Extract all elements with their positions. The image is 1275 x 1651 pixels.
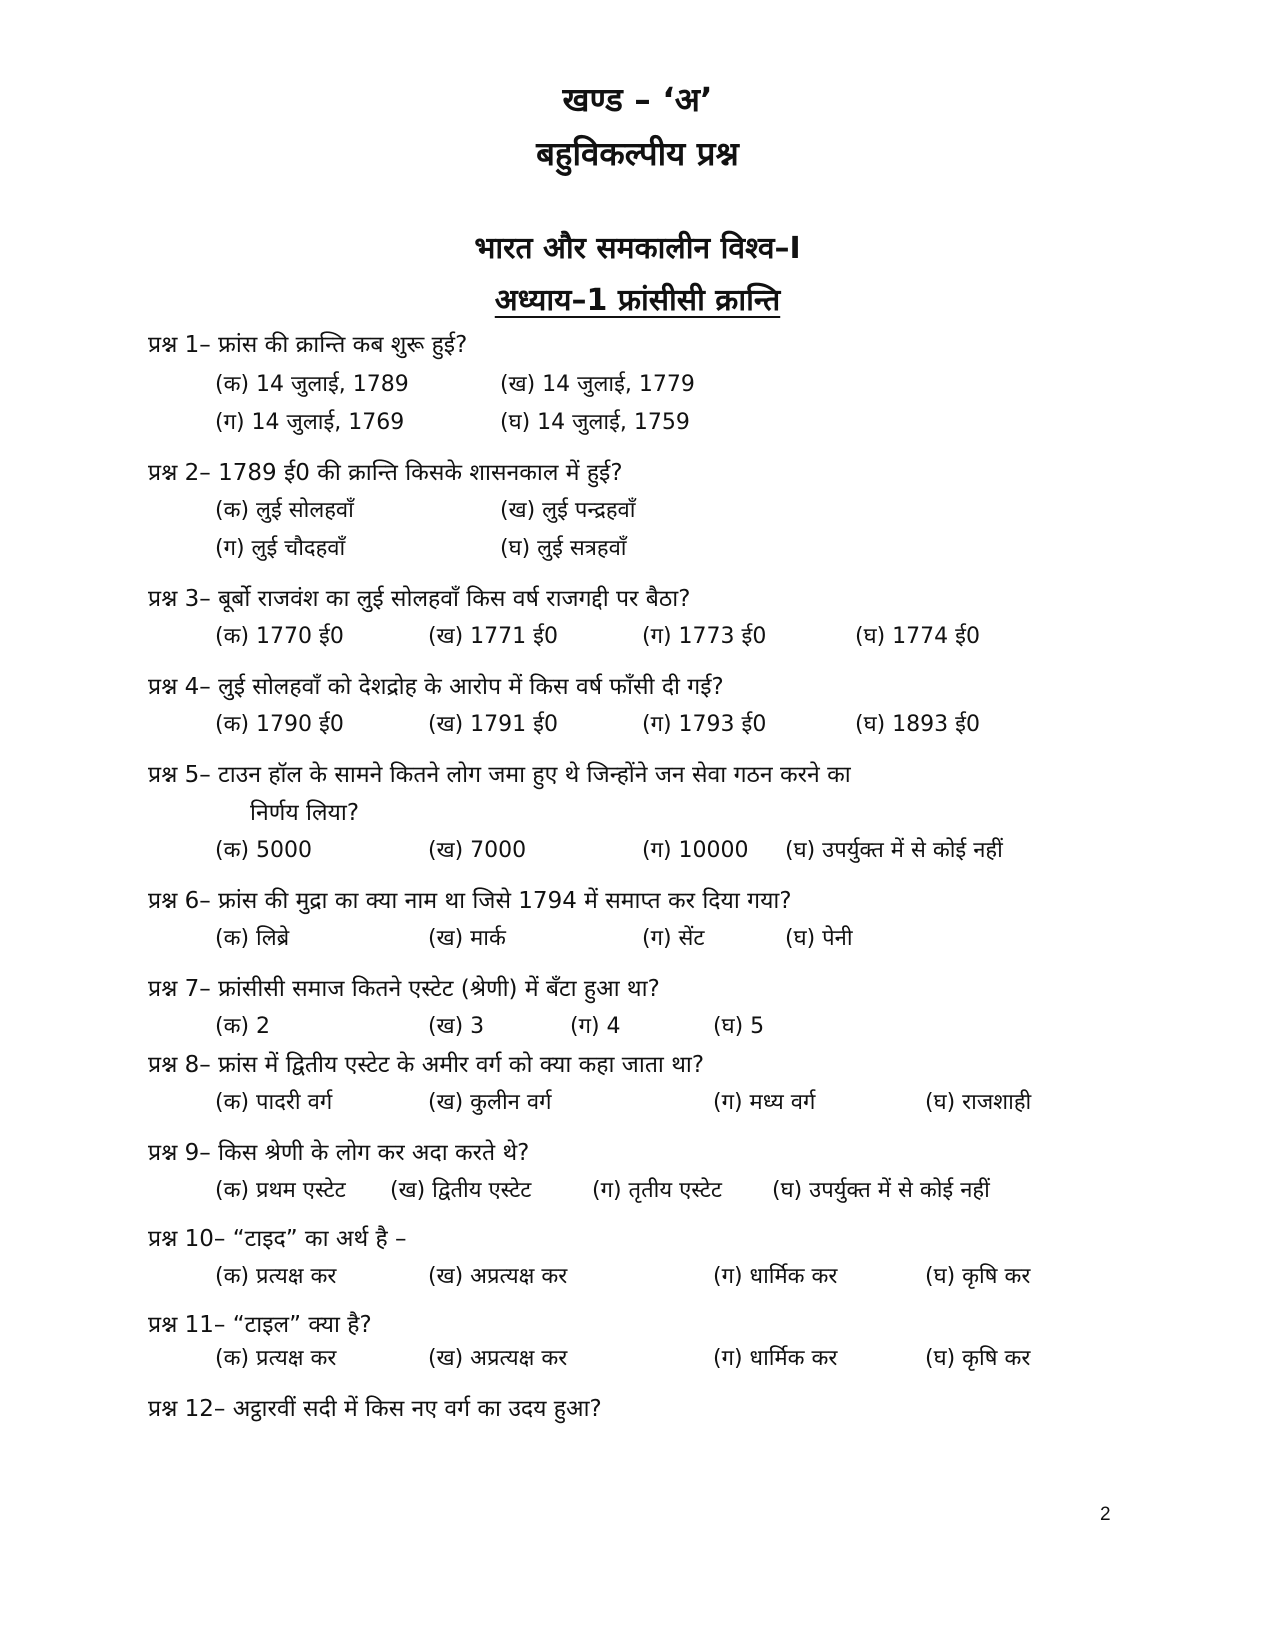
q5-option-b: (ख) 7000 bbox=[428, 838, 527, 863]
q10-option-c: (ग) धार्मिक कर bbox=[713, 1264, 838, 1289]
q2-option-a: (क) लुई सोलहवाँ bbox=[215, 498, 354, 523]
q10-option-b: (ख) अप्रत्यक्ष कर bbox=[428, 1264, 568, 1289]
q4-option-b: (ख) 1791 ई0 bbox=[428, 712, 558, 737]
page-number: 2 bbox=[1100, 1504, 1111, 1525]
q3-option-a: (क) 1770 ई0 bbox=[215, 624, 344, 649]
q6-option-b: (ख) मार्क bbox=[428, 926, 506, 951]
q4-option-a: (क) 1790 ई0 bbox=[215, 712, 344, 737]
q2-option-c: (ग) लुई चौदहवाँ bbox=[215, 536, 346, 561]
q11-option-d: (घ) कृषि कर bbox=[925, 1346, 1031, 1371]
q9-option-b: (ख) द्वितीय एस्टेट bbox=[390, 1178, 532, 1203]
q8-option-d: (घ) राजशाही bbox=[925, 1090, 1032, 1115]
q1-option-d: (घ) 14 जुलाई, 1759 bbox=[500, 410, 690, 435]
q7-option-c: (ग) 4 bbox=[570, 1014, 621, 1039]
question-5-continuation: निर्णय लिया? bbox=[250, 800, 360, 826]
question-12: प्रश्न 12– अट्ठारवीं सदी में किस नए वर्ग का उदय हुआ? bbox=[148, 1396, 602, 1422]
question-3: प्रश्न 3– बूर्बो राजवंश का लुई सोलहवाँ किस वर्ष राजगद्दी पर बैठा? bbox=[148, 586, 691, 612]
q11-option-b: (ख) अप्रत्यक्ष कर bbox=[428, 1346, 568, 1371]
q9-option-a: (क) प्रथम एस्टेट bbox=[215, 1178, 346, 1203]
q6-option-d: (घ) पेनी bbox=[785, 926, 853, 951]
q7-option-d: (घ) 5 bbox=[713, 1014, 765, 1039]
question-2: प्रश्न 2– 1789 ई0 की क्रान्ति किसके शासनकाल में हुई? bbox=[148, 460, 623, 486]
book-title: भारत और समकालीन विश्व–I bbox=[474, 231, 801, 266]
q8-option-b: (ख) कुलीन वर्ग bbox=[428, 1090, 552, 1115]
q1-option-a: (क) 14 जुलाई, 1789 bbox=[215, 372, 409, 397]
q4-option-d: (घ) 1893 ई0 bbox=[855, 712, 980, 737]
q4-option-c: (ग) 1793 ई0 bbox=[642, 712, 767, 737]
q3-option-c: (ग) 1773 ई0 bbox=[642, 624, 767, 649]
q8-option-a: (क) पादरी वर्ग bbox=[215, 1090, 333, 1115]
q6-option-c: (ग) सेंट bbox=[642, 926, 705, 951]
q8-option-c: (ग) मध्य वर्ग bbox=[713, 1090, 816, 1115]
q5-option-a: (क) 5000 bbox=[215, 838, 313, 863]
q1-option-b: (ख) 14 जुलाई, 1779 bbox=[500, 372, 695, 397]
question-8: प्रश्न 8– फ्रांस में द्वितीय एस्टेट के अमीर वर्ग को क्या कहा जाता था? bbox=[148, 1052, 705, 1078]
question-4: प्रश्न 4– लुई सोलहवाँ को देशद्रोह के आरोप में किस वर्ष फाँसी दी गई? bbox=[148, 674, 724, 700]
question-9: प्रश्न 9– किस श्रेणी के लोग कर अदा करते थे? bbox=[148, 1140, 530, 1166]
section-heading: खण्ड – ‘अ’ bbox=[562, 80, 713, 119]
q3-option-d: (घ) 1774 ई0 bbox=[855, 624, 980, 649]
question-11: प्रश्न 11– “टाइल” क्या है? bbox=[148, 1312, 372, 1338]
question-5: प्रश्न 5– टाउन हॉल के सामने कितने लोग जमा हुए थे जिन्होंने जन सेवा गठन करने का bbox=[148, 762, 851, 788]
question-1: प्रश्न 1– फ्रांस की क्रान्ति कब शुरू हुई? bbox=[148, 332, 468, 358]
q7-option-a: (क) 2 bbox=[215, 1014, 271, 1039]
chapter-title-text: अध्याय–1 फ्रांसीसी क्रान्ति bbox=[494, 283, 781, 318]
q2-option-d: (घ) लुई सत्रहवाँ bbox=[500, 536, 627, 561]
q5-option-c: (ग) 10000 bbox=[642, 838, 749, 863]
question-7: प्रश्न 7– फ्रांसीसी समाज कितने एस्टेट (श्रेणी) में बँटा हुआ था? bbox=[148, 976, 660, 1002]
q1-option-c: (ग) 14 जुलाई, 1769 bbox=[215, 410, 405, 435]
q9-option-d: (घ) उपर्युक्त में से कोई नहीं bbox=[772, 1178, 990, 1203]
section-subtitle: बहुविकल्पीय प्रश्न bbox=[536, 134, 739, 173]
q7-option-b: (ख) 3 bbox=[428, 1014, 485, 1039]
q3-option-b: (ख) 1771 ई0 bbox=[428, 624, 558, 649]
q2-option-b: (ख) लुई पन्द्रहवाँ bbox=[500, 498, 636, 523]
chapter-title bbox=[0, 278, 1275, 319]
q11-option-a: (क) प्रत्यक्ष कर bbox=[215, 1346, 337, 1371]
q10-option-a: (क) प्रत्यक्ष कर bbox=[215, 1264, 337, 1289]
question-10: प्रश्न 10– “टाइद” का अर्थ है – bbox=[148, 1226, 407, 1252]
q11-option-c: (ग) धार्मिक कर bbox=[713, 1346, 838, 1371]
q5-option-d: (घ) उपर्युक्त में से कोई नहीं bbox=[785, 838, 1003, 863]
q6-option-a: (क) लिब्रे bbox=[215, 926, 290, 951]
q9-option-c: (ग) तृतीय एस्टेट bbox=[592, 1178, 722, 1203]
question-6: प्रश्न 6– फ्रांस की मुद्रा का क्या नाम था जिसे 1794 में समाप्त कर दिया गया? bbox=[148, 888, 792, 914]
q10-option-d: (घ) कृषि कर bbox=[925, 1264, 1031, 1289]
